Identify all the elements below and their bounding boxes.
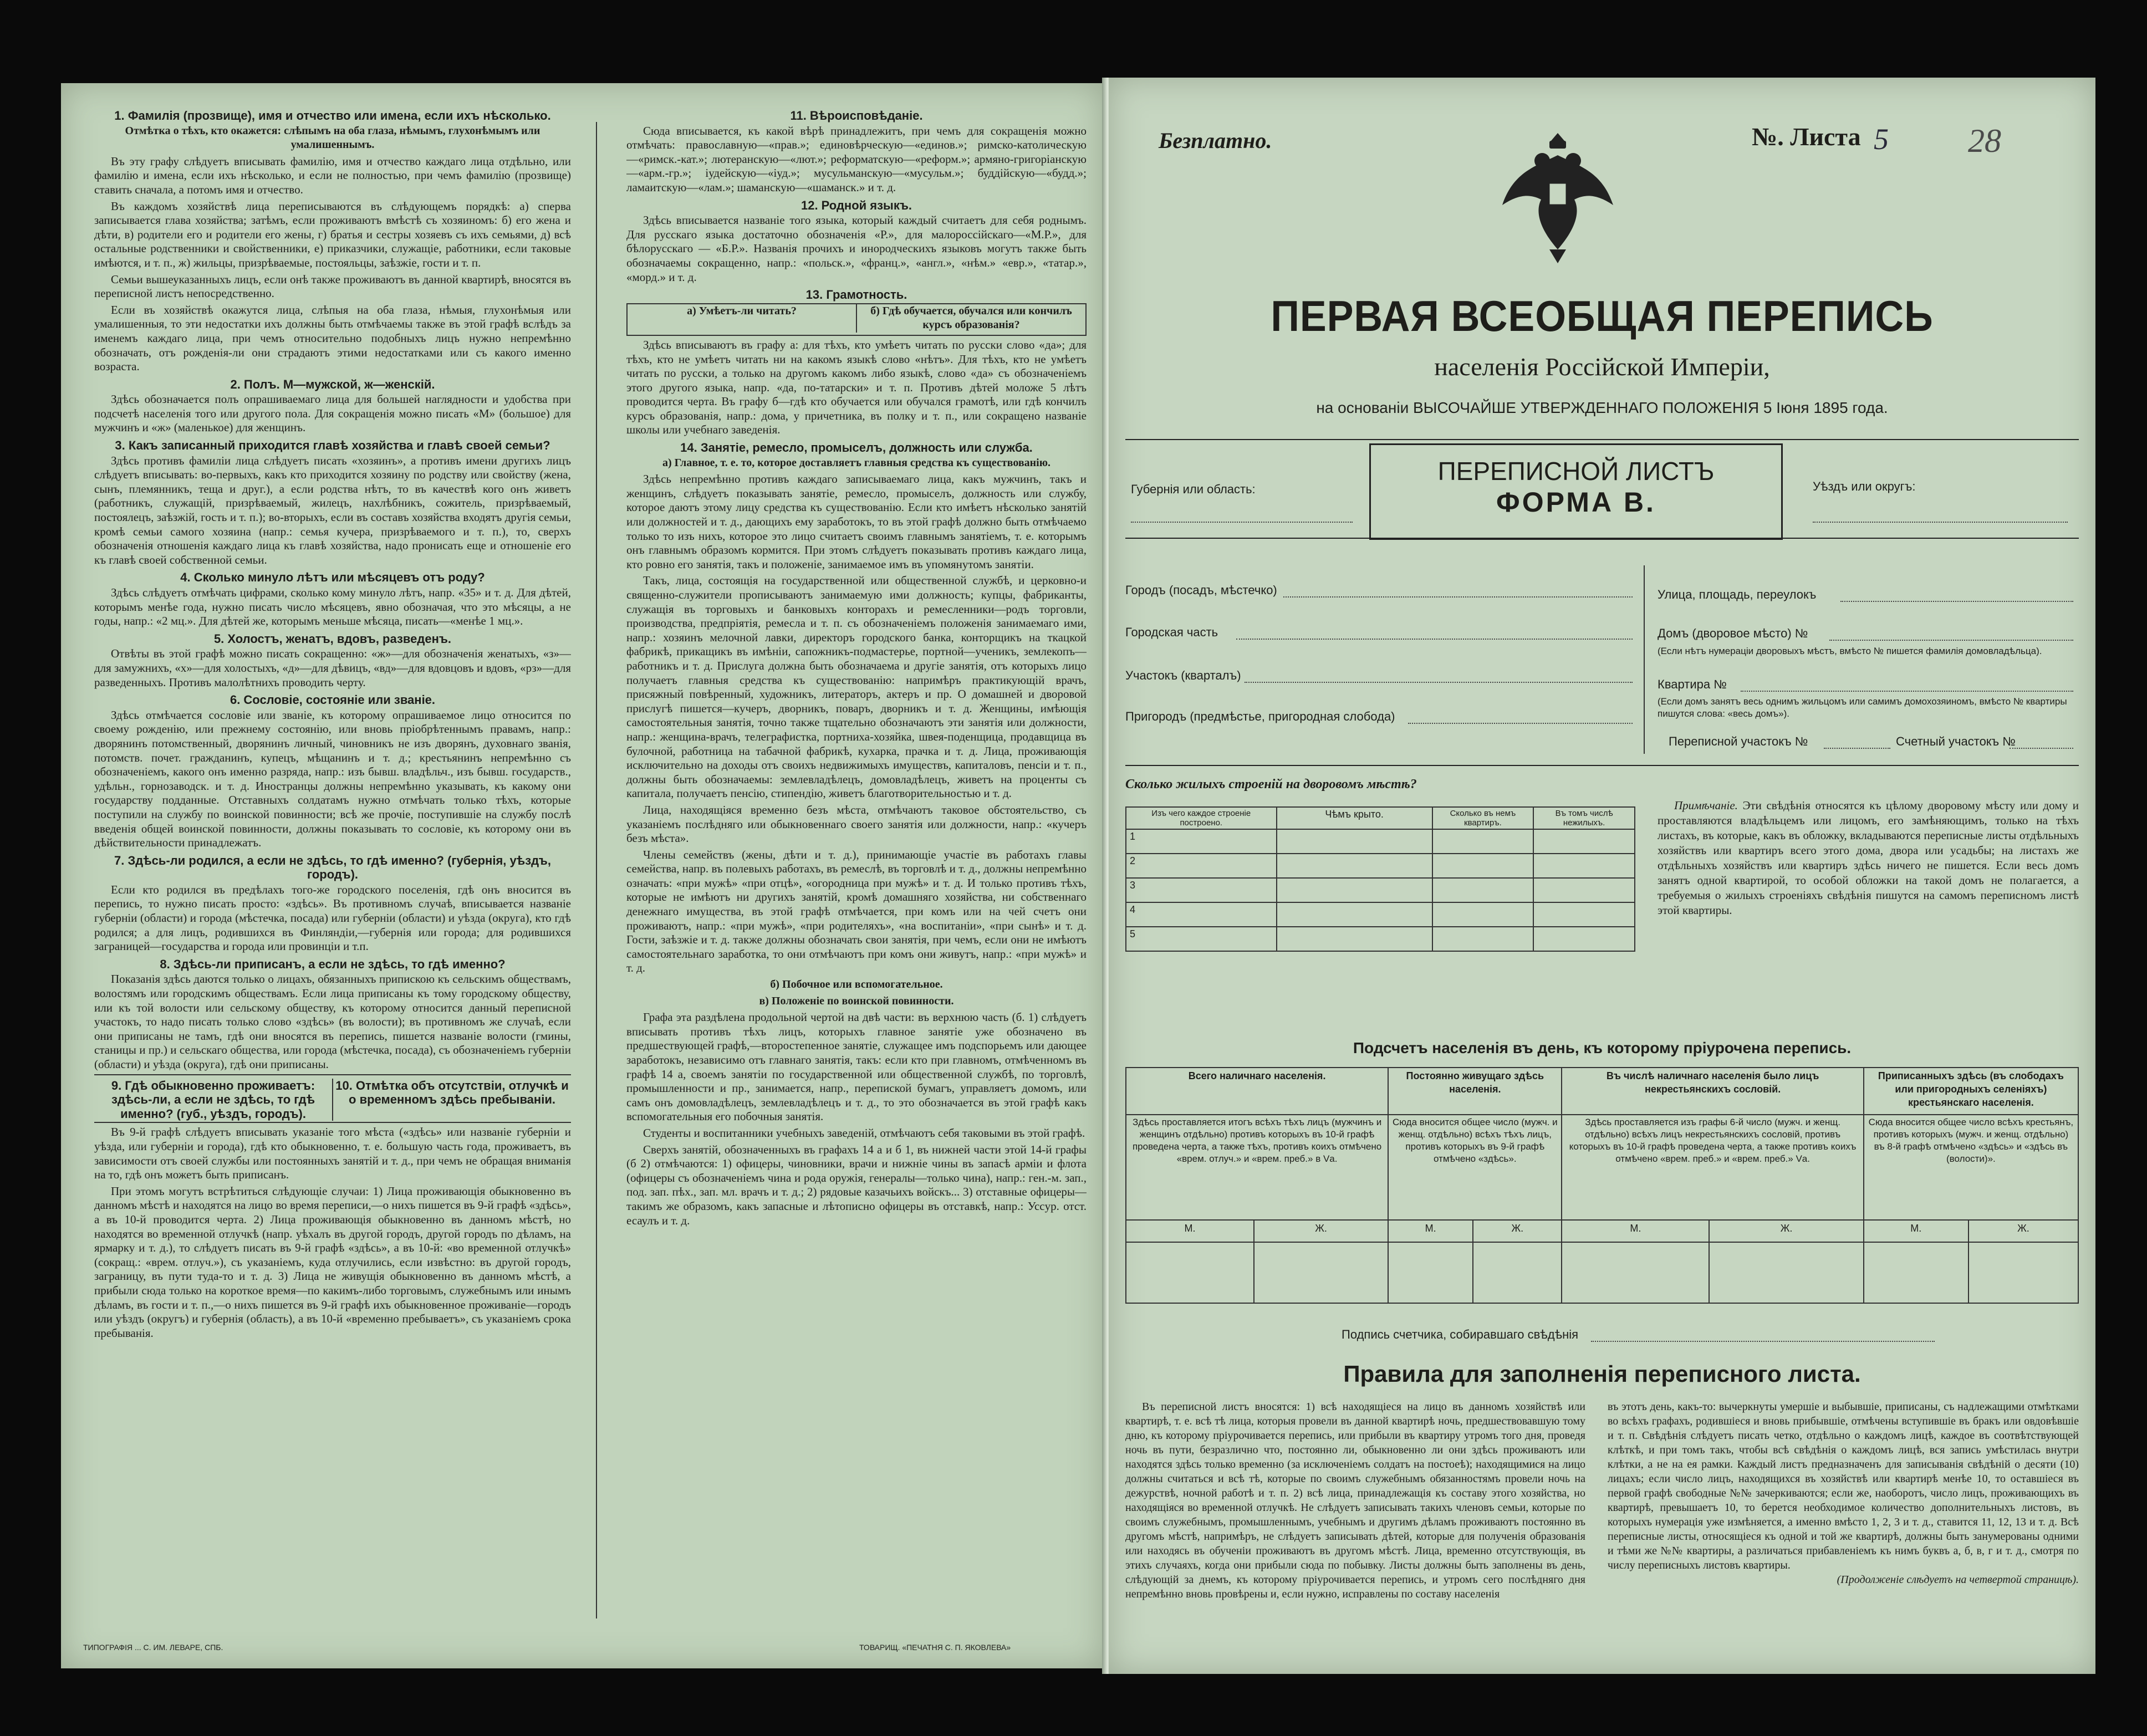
table-cell[interactable] [1533, 902, 1635, 927]
census-district-label: Переписной участокъ № [1669, 734, 1808, 748]
printer-imprint-right: ТОВАРИЩ. «ПЕЧАТНЯ С. П. ЯКОВЛЕВА» [859, 1643, 1011, 1652]
instruction-subheading: б) Побочное или вспомогательное. [770, 978, 943, 991]
instruction-paragraph: Здѣсь вписывается названіе того языка, который каждый считаетъ для себя роднымъ. Для русскаго языка достаточно обозначенія «Р.», для малороссійскаго—«М.Р.», для бѣлорусскаго — «Б.Р.». Названія прочихъ и инородческихъ языковъ могутъ также быть обозначаемы сокращенно, напр.: «польск.», «франц.», «англ.», «нѣм.» «евр.», «татар.», «морд.» и т. д. [626, 213, 1087, 284]
uezd-label: Уѣздъ или округъ: [1813, 479, 1916, 493]
instruction-paragraph: Если кто родился въ предѣлахъ того-же городского поселенія, гдѣ онъ вносится въ перепись, то нужно писать просто: «здѣсь». Въ противномъ случаѣ, вписывается названіе губерніи (области) и города (мѣстечка, посада) или губерніи (области) и уѣзда (округа), кто гдѣ родился; а для лицъ, родившихся въ Финляндіи,—губернія или города; для родившихся заграницей—государства и города или провинціи и т.п. [94, 882, 571, 953]
buildings-note [1658, 798, 2079, 918]
instruction-paragraph: Въ эту графу слѣдуетъ вписывать фамилію, имя и отчество каждаго лица отдѣльно, или фамилію и имена, если ихъ нѣсколько, и если не полностью, при чемъ фамилію (прозвище) ставить сначала, а потомъ имя и отчество. [94, 154, 571, 196]
col-material: Изъ чего каждое строеніе построено. [1126, 807, 1277, 829]
instruction-paragraph: Здѣсь вписываютъ въ графу а: для тѣхъ, кто умѣетъ читать по русски слово «да»; для тѣхъ, кто не умѣетъ читать ни на какомъ языкѣ слово «нѣтъ». Для тѣхъ, кто не умѣетъ читать по русски, а только на другомъ какомъ либо языкѣ, слово «да» съ обозначеніемъ этого другого языка, напр. «да, по-татарски» и т. п. Противъ дѣтей моложе 5 лѣтъ проводится черта. Въ графу б—гдѣ кто обучается или обучался грамотѣ, или гдѣ кончилъ курсъ образованія, напр.: дома, у причетника, въ полку и т. п., или сокращено названіе школы или учебнаго заведенія. [626, 338, 1087, 437]
instruction-paragraph: Здѣсь обозначается полъ опрашиваемаго лица для большей наглядности и удобства при подсчетѣ населенія того или другого пола. Для сокращенія можно писать «М» (большое) для мужчинъ и «ж» (маленькое) для женщинъ. [94, 392, 571, 435]
instructions-column-2 [626, 105, 1087, 1624]
population-count-table [1125, 1067, 2079, 1304]
count-district-field[interactable] [2010, 747, 2073, 749]
population-column-heading: Въ числѣ наличнаго населенія было лицъ некрестьянскихъ сословій. [1562, 1068, 1863, 1115]
instruction-subheading: Отмѣтка о тѣхъ, кто окажется: слѣпымъ на оба глаза, нѣмымъ, глухонѣмымъ или умалишеннымъ. [125, 124, 540, 151]
imperial-eagle-icon [1497, 122, 1619, 266]
apartment-field[interactable] [1741, 690, 2073, 692]
instruction-heading: 13. Грамотность. [805, 288, 907, 302]
population-column-instructions: Сюда вносится общее число (мужч. и женщ. отдѣльно) всѣхъ тѣхъ лицъ, противъ которыхъ въ 9-й графѣ отмѣчено «здѣсь». [1388, 1115, 1562, 1220]
apartment-label: Квартира № [1658, 677, 1727, 691]
instruction-paragraph: Если въ хозяйствѣ окажутся лица, слѣпыя на оба глаза, нѣмыя, глухонѣмыя или умалишенныя, то эти недостатки ихъ должны быть отмѣчаемы также въ этой графѣ вслѣдъ за именемъ каждаго лица, при чемъ относительно подобныхъ лицъ нужно непремѣнно обозначать, отъ рожденія-ли они страдаютъ этими недостатками или съ какого именно возраста. [94, 303, 571, 374]
instruction-paragraph: Сверхъ занятій, обозначенныхъ въ графахъ 14 а и б 1, въ нижней части этой 14-й графы (б 2) отмѣчаются: 1) офицеры, чиновники, врачи и нижніе чины въ запасѣ арміи и флота (офицеры съ обозначеніемъ чина и рода оружія, генералы—только чина), напр.: ген.-м. зап., под. зап. пѣх., зап. мл. врачъ и т. д.; 2) рядовые казачьихъ войскъ... 3) отставные офицеры—такимъ же образомъ, какъ запасные и лѣтописно офицеры въ отставкѣ, напр.: Усcур. отст. есаулъ и т. д. [626, 1142, 1087, 1227]
quarter-field[interactable] [1245, 681, 1633, 683]
continued-note: (Продолженіе слѣдуетъ на четвертой страницѣ). [1837, 1574, 2079, 1586]
street-label: Улица, площадь, переулокъ [1658, 588, 1817, 601]
instruction-paragraph: Здѣсь слѣдуетъ отмѣчать цифрами, сколько кому минуло лѣтъ, напр. «35» и т. д. Для дѣтей, которымъ менѣе года, нужно писать число мѣсяцевъ, явно обозначая, что это мѣсяцы, а не годы, напр.: «2 мц.». Для дѣтей же, которымъ меньше мѣсяца, писать—«менѣе 1 мц.». [94, 586, 571, 628]
male-column-label: М. [1864, 1220, 1968, 1242]
table-cell[interactable] [1533, 878, 1635, 902]
male-count-cell[interactable] [1126, 1242, 1254, 1303]
city-label: Городъ (посадъ, мѣстечко) [1125, 583, 1277, 597]
instruction-paragraph: Студенты и воспитанники учебныхъ заведеній, отмѣчаютъ себя таковыми въ этой графѣ. [643, 1126, 1085, 1140]
buildings-title: Сколько жилыхъ строеній на дворовомъ мѣстѣ? [1125, 777, 1417, 792]
population-column-heading: Всего наличнаго населенія. [1126, 1068, 1388, 1115]
instruction-paragraph: Семьи вышеуказанныхъ лицъ, если онѣ также проживаютъ въ данной квартирѣ, вносятся въ переписной листъ непосредственно. [94, 272, 571, 300]
female-count-cell[interactable] [1968, 1242, 2078, 1303]
instruction-double-heading [94, 1074, 571, 1124]
table-cell[interactable] [1432, 854, 1534, 878]
street-field[interactable] [1840, 600, 2073, 602]
rules-title: Правила для заполненія переписного листа. [1343, 1361, 1861, 1387]
enumerator-signature-field[interactable] [1591, 1340, 1935, 1342]
form-b-label: ФОРМА В. [1496, 487, 1656, 518]
header-rule [1125, 439, 2079, 440]
province-label: Губернія или область: [1131, 482, 1256, 496]
female-column-label: Ж. [1473, 1220, 1562, 1242]
male-column-label: М. [1126, 1220, 1254, 1242]
count-district-label: Счетный участокъ № [1896, 734, 2016, 748]
table-cell[interactable] [1277, 829, 1432, 854]
instructions-column-1 [94, 105, 571, 1624]
population-column-instructions: Здѣсь проставляется изъ графы 6-й число (мужч. и женщ. отдѣльно) всѣхъ лицъ некрестьянскихъ сословій, противъ которыхъ въ 10-й графѣ проведена черта, а также противъ коихъ отмѣчено «врем. преб.» и «врем. преб.» Vа. [1562, 1115, 1863, 1220]
instruction-subheading: в) Положеніе по воинской повинности. [759, 994, 954, 1007]
address-divider [1644, 565, 1645, 754]
row-num: 2 [1126, 854, 1277, 878]
printer-imprint-left: ТИПОГРАФІЯ ... С. ИМ. ЛЕВАРЕ, СПБ. [83, 1643, 223, 1652]
enumerator-signature-label: Подпись счетчика, собиравшаго свѣдѣнія [1342, 1327, 1579, 1341]
instruction-heading: 9. Гдѣ обыкновенно проживаетъ: здѣсь-ли, а если не здѣсь, то гдѣ именно? (губ., уѣздъ, городъ). [94, 1079, 333, 1121]
instruction-paragraph: Здѣсь непремѣнно противъ каждаго записываемаго лица, какъ мужчинъ, такъ и женщинъ, слѣдуетъ показывать занятіе, ремесло, промыселъ, должность или службу, которое даютъ этому лицу средства къ существованію. Если кто имѣетъ нѣсколько занятій или должностей и т. д., дающихъ ему заработокъ, то въ этой графѣ должно быть отмѣчаемо только то изъ нихъ, которое это лицо считаетъ своимъ главнымъ занятіемъ, т. е. которымъ онъ главнымъ образомъ кормится. При этомъ слѣдуетъ показывать противъ каждаго лица, кто ровно его занятія, такъ и положеніе, занимаемое имъ въ упомянутомъ занятіи. [626, 472, 1087, 571]
house-label: Домъ (дворовое мѣсто) № [1658, 626, 1808, 640]
free-label: Безплатно. [1159, 128, 1272, 153]
table-cell[interactable] [1277, 878, 1432, 902]
uezd-field[interactable] [1813, 521, 2068, 523]
instruction-heading: 4. Сколько минуло лѣтъ или мѣсяцевъ отъ роду? [180, 570, 485, 585]
suburb-label: Пригородъ (предмѣстье, пригородная слобода) [1125, 709, 1395, 723]
population-column-instructions: Сюда вносится общее число всѣхъ крестьянъ, противъ которыхъ (мужч. и женщ. отдѣльно) въ 8-й графѣ отмѣчено «здѣсь» и «здѣсь въ (волости)». [1864, 1115, 2078, 1220]
male-count-cell[interactable] [1864, 1242, 1968, 1303]
male-count-cell[interactable] [1388, 1242, 1473, 1303]
archive-pencil-number: 28 [1968, 122, 2001, 159]
instruction-paragraph: Такъ, лица, состоящія на государственной или общественной службѣ, и церковно-и священно-служители прописываютъ занимаемую ими должность; купцы, фабриканты, служащія въ торговыхъ и банковыхъ конторахъ и ремесленники—родъ торговли, производства, предпріятія, ремесла и т. п. съ обозначеніемъ положенія занимаемаго ими, напр.: хозяинъ мелочной лавки, директоръ городского банка, конторщикъ на ткацкой фабрикѣ, прикащикъ въ имѣніи, сапожникъ-подмастерье, портной—ученикъ, землекопъ—работникъ и т. д. Прислуга должна быть обозначаема и другіе занятія, отъ которыхъ лицо получаетъ главныя средства къ существованію: напримѣръ практикующій врачъ, присяжный повѣренный, художникъ, литераторъ, актеръ и пр. О домашней и дворовой прислугѣ пишется—кучеръ, дворникъ, поваръ, дворникъ и т. д. Женщины, имѣющія самостоятельныя занятія, точно также тщательно обозначаютъ эти занятія или должности, напр.: женщина-врачъ, телеграфистка, портниха-хозяйка, швея-поденщица, продавщица въ булочной, работница на табачной фабрикѣ, кухарка, прачка и т. д. Лица, проживающія исключительно на доходы отъ своихъ недвижимыхъ имуществъ, капиталовъ, пенсіи и т. п., должны быть обозначаемы: землевладѣлецъ, домовладѣлецъ, живетъ на проценты съ капитала, получаетъ пенсію, стипендію, живетъ благотворительностью и т. д. [626, 574, 1087, 800]
instruction-heading: 8. Здѣсь-ли приписанъ, а если не здѣсь, то гдѣ именно? [160, 957, 506, 971]
table-cell[interactable] [1277, 854, 1432, 878]
suburb-field[interactable] [1408, 722, 1633, 724]
city-field[interactable] [1283, 596, 1633, 598]
male-column-label: М. [1388, 1220, 1473, 1242]
col-apartments: Сколько въ немъ квартиръ. [1432, 807, 1534, 829]
row-num: 5 [1126, 927, 1277, 951]
note-text: Эти свѣдѣнія относятся къ цѣлому дворовому мѣсту или дому и проставляются владѣльцемъ или лицомъ, его замѣняющимъ, только на тѣхъ листахъ, въ которые, какъ въ обложку, вкладываются переписные листы отдѣльныхъ хозяйствъ или квартиръ всего этого дома, двора или усадьбы; на листахъ же отдѣльныхъ хозяйствъ или квартиръ здѣсь ничего не пишется. Если весь домъ занятъ одной квартирой, то особой обложки на такой домъ не полагается, а требуемыя о жилыхъ строеніяхъ свѣдѣнія пишутся на самомъ переписномъ листѣ этой квартиры. [1658, 799, 2079, 917]
quarter-label: Участокъ (кварталъ) [1125, 668, 1241, 682]
row-num: 1 [1126, 829, 1277, 854]
population-count-title: Подсчетъ населенія въ день, къ которому пріурочена перепись. [1353, 1039, 1852, 1056]
instruction-paragraph: Сюда вписывается, къ какой вѣрѣ принадлежитъ, при чемъ для сокращенія можно отмѣчать: православную—«прав.»; единовѣрческую—«единов.»; римско-католическую—«римск.-кат.»; лютеранскую—«лют.»; реформатскую—«реформ.»; армяно-григоріанскую—«арм.-гр.»; іудейскую—«іуд.»; мусульманскую—«мусульм.»; буддійскую—«будд.»; ламаитскую—«лам.»; шаманскую—«шаманск.» и т. д. [626, 124, 1087, 194]
table-cell[interactable] [1432, 927, 1534, 951]
table-cell[interactable] [1432, 829, 1534, 854]
apartment-note: (Если домъ занятъ весь однимъ жильцомъ или самимъ домохозяиномъ, вмѣсто № квартиры пишутся слова: «весь домъ»). [1658, 696, 2067, 719]
instruction-paragraph: При этомъ могутъ встрѣтиться слѣдующіе случаи: 1) Лица проживающія обыкновенно въ данномъ мѣстѣ и находятся на лицо во время переписи,—о нихъ пишется въ 9-й графѣ «здѣсь», а въ 10-й проводится черта. 2) Лица проживающія обыкновенно въ данномъ мѣстѣ, но находятся во временной отлучкѣ (напр. уѣхалъ въ другой городъ, другой городъ по дѣламъ, на ярмарку и т. д.), то слѣдуетъ писать въ 9-й графѣ «здѣсь», а въ 10-й: «во временной отлучкѣ» (сокращ.: «врем. отлуч.»), съ указаніемъ, куда отлучились, если извѣстно: въ другой городъ, заграницу, въ пути туда-то и т. д. 3) Лица не живущія обыкновенно въ данномъ мѣстѣ, а прибыли сюда только на короткое время—по какимъ-либо торговымъ, служебнымъ или инымъ дѣламъ, въ гости и т. п.,—о нихъ пишется въ 9-й графѣ ихъ обыкновенное проживаніе—городъ или уѣздъ (округъ) и губернія (область), а въ 10-й «временно пребываетъ», съ указаніемъ срока пребыванія. [94, 1184, 571, 1340]
decree-line: на основаніи ВЫСОЧАЙШЕ УТВЕРЖДЕННАГО ПОЛОЖЕНІЯ 5 Іюня 1895 года. [1316, 399, 1888, 416]
column-divider [596, 122, 597, 1618]
form-title-box [1369, 443, 1783, 540]
address-rule [1125, 765, 2079, 766]
literacy-subheadings [626, 303, 1087, 336]
instruction-heading: 6. Сословіе, состояніе или званіе. [230, 693, 436, 707]
male-column-label: М. [1562, 1220, 1709, 1242]
sheet-number-value[interactable]: 5 [1874, 122, 1889, 156]
census-title: ПЕРВАЯ ВСЕОБЩАЯ ПЕРЕПИСЬ [1271, 292, 1934, 340]
rules-column-1: Въ переписной листъ вносятся: 1) всѣ находящіеся на лицо въ данномъ хозяйствѣ или квартирѣ, т. е. всѣ тѣ лица, которыя провели въ данной квартирѣ ночь, предшествовавшую тому дню, къ которому пріурочивается перепись, или прибыли въ квартиру утромъ того дня, проведя ночь въ пути, безразлично что, постоянно ли, обыкновенно ли они здѣсь проживаютъ или находятся здѣсь только временно (за исключеніемъ солдатъ на постоеѣ); находящимися на лицо должны считаться и всѣ тѣ, которые по своимъ служебнымъ обязанностямъ провели ночь на дежурствѣ, ночной работѣ и т. п. 2) всѣ лица, принадлежащія къ составу этого хозяйства, но находящіяся во временной отлучкѣ. Не слѣдуетъ записывать такихъ членовъ семьи, которые по своимъ служебнымъ, промышленнымъ, учебнымъ и другимъ дѣламъ проживаютъ постоянно въ другомъ мѣстѣ, напримѣръ, не слѣдуетъ записывать дѣтей, которые для полученія образованія или находясь въ обученіи проживаютъ въ другомъ мѣстѣ. Лица, временно отсутствующія, въ этихъ случаяхъ, когда они прибыли сюда по побывку. Листы должны быть заполнены въ день, слѣдующій за днемъ, къ которому пріурочивается перепись, и утромъ сего послѣдняго дня непремѣнно вновь провѣрены и, если нужно, исправлены по составу населенія [1125, 1401, 1585, 1600]
instruction-paragraph: Члены семействъ (жены, дѣти и т. д.), принимающіе участіе въ работахъ главы семейства, напр. въ полевыхъ работахъ, въ ремеслѣ, въ торговлѣ и т. д., должны непремѣнно означать: «при мужѣ» «при отцѣ», «огородница при мужѣ» и т. д. И только противъ тѣхъ, которые не имѣютъ ни другихъ занятій, кромѣ домашняго хозяйства, ни собственнаго денежнаго имущества, въ этой графѣ отмѣчается, при комъ или на чей счетъ они проживаютъ, напр.: «при мужѣ», «при родителяхъ», «на воспитаніи», «при сынѣ» и т. д. Гости, заѣзжіе и т. д. также должны обозначать свои занятія, при чемъ, если они не имѣютъ самостоятельнаго заработка, то они отмѣчаютъ при комъ они живутъ, напр.: «при мужѣ» и т. д. [626, 847, 1087, 975]
row-num: 4 [1126, 902, 1277, 927]
table-cell[interactable] [1533, 927, 1635, 951]
buildings-table [1125, 806, 1635, 952]
table-cell[interactable] [1432, 878, 1534, 902]
province-field[interactable] [1131, 521, 1353, 523]
female-column-label: Ж. [1254, 1220, 1388, 1242]
instruction-paragraph: Здѣсь противъ фамиліи лица слѣдуетъ писать «хозяинъ», а противъ имени другихъ лицъ слѣдуетъ вписывать: во-первыхъ, какъ кто приходится хозяину по родству или свойству (жена, сынъ, племянникъ, теща и друг.), а если родства нѣтъ, то въ качествѣ кого онъ живетъ (работникъ, служащій, призрѣваемый, жилецъ, нахлѣбникъ, сожитель, призрѣваемый, постоялецъ, заѣзжій, гость и т. п.); во-вторыхъ, если въ составъ хозяйства входятъ другія семьи, кромѣ семьи самого хозяина (напр.: семья кучера, призрѣваемого и т. п.), то, сверхъ обозначенія отношенія каждаго лица къ главѣ хозяйства, надо пронисать еще и отношеніе его къ главѣ своей собственной семьи. [94, 453, 571, 566]
row-num: 3 [1126, 878, 1277, 902]
city-part-field[interactable] [1236, 638, 1633, 640]
city-part-label: Городская часть [1125, 625, 1218, 639]
form-title: ПЕРЕПИСНОЙ ЛИСТЪ [1437, 457, 1715, 486]
table-cell[interactable] [1533, 854, 1635, 878]
census-district-field[interactable] [1824, 747, 1890, 749]
table-cell[interactable] [1533, 829, 1635, 854]
female-count-cell[interactable] [1709, 1242, 1864, 1303]
right-page-census-form [1109, 78, 2095, 1674]
table-cell[interactable] [1277, 902, 1432, 927]
header-rule-bottom [1125, 538, 2079, 539]
table-cell[interactable] [1277, 927, 1432, 951]
instruction-heading: 12. Родной языкъ. [800, 198, 912, 212]
rules-column-2 [1608, 1400, 2079, 1587]
instruction-heading: 11. Вѣроисповѣданіе. [790, 109, 923, 122]
col-nonresidential: Въ томъ числѣ нежилыхъ. [1533, 807, 1635, 829]
rules-column-2-text: въ этотъ день, какъ-то: вычеркнуты умершіе и выбывшіе, приписаны, съ надлежащими отмѣтками во всѣхъ графахъ, родившіеся и вновь прибывшіе, отмѣчены вступившіе въ бракъ или овдовѣвшіе и т. п. Свѣдѣнія слѣдуетъ писать четко, отдѣльно о каждомъ лицѣ, каждое въ соотвѣтствующей клѣткѣ, и при томъ такъ, чтобы всѣ свѣдѣнія о каждомъ лицѣ, вся запись умѣстилась внутри клѣтки, а не на ея рамки. Каждый листъ предназначенъ для записыванія свѣдѣній о десяти (10) лицахъ; если число лицъ, находящихся въ хозяйствѣ или квартирѣ менѣе 10, то оставшіеся въ первой графѣ свободные №№ зачеркиваются; если же, наоборотъ, число лицъ, проживающихъ въ квартирѣ, превышаетъ 10, то берется необходимое количество дополнительныхъ листовъ, въ которыхъ нумерація уже измѣняется, а именно вмѣсто 1, 2, 3 и т. д., ставится 11, 12, 13 и т. д. Всѣ переписные листы, относящіеся къ одной и той же квартирѣ, должны быть занумерованы одними и тѣми же №№ квартиры, а различаться прибавленіемъ къ нимъ буквъ а, б, в, г и т. д., смотря по числу переписныхъ листовъ квартиры. [1608, 1401, 2079, 1571]
male-count-cell[interactable] [1562, 1242, 1709, 1303]
instruction-paragraph: Графа эта раздѣлена продольной чертой на двѣ части: въ верхнюю часть (б. 1) слѣдуетъ вписывать противъ тѣхъ лицъ, которыхъ главное занятіе уже обозначено въ предшествующей графѣ,—второстепенное занятіе, служащее имъ подспорьемъ или дающее заработокъ, независимо отъ главнаго занятія, такъ: если кто при главномъ, отмѣченномъ въ графѣ 14 а, своемъ занятіи по государственной или общественной службѣ, по торговлѣ, промышленности и пр., занимается, напр., перепиской бумагъ, управляетъ домомъ, или самъ онъ домовладѣлецъ, землевладѣлецъ и т. д., то это обозначается въ этой графѣ какъ вспомогательныя его побочныя занятія. [626, 1010, 1087, 1124]
instruction-paragraph: Показанія здѣсь даются только о лицахъ, обязанныхъ припискою къ сельскимъ обществамъ, волостямъ или городскимъ обществамъ. Если лица приписаны къ тому городскому обществу, или къ той волости или сельскому обществу, къ которому относится данный переписной участокъ, то надо писать только слово «здѣсь» (въ волости); въ противномъ же случаѣ, если они приписаны не тамъ, гдѣ они вносятся въ перепись, пишется названіе волости (гмины, станицы и пр.) и сельскаго общества, или города (мѣстечка, посада), съ обозначеніемъ губерніи (области) и уѣзда (округа), гдѣ они приписаны. [94, 972, 571, 1071]
left-page-instructions [61, 83, 1103, 1668]
literacy-subheading: б) Гдѣ обучается, обучался или кончилъ курсъ образованія? [870, 304, 1072, 331]
instruction-paragraph: Въ каждомъ хозяйствѣ лица переписываются въ слѣдующемъ порядкѣ: а) сперва записывается глава хозяйства; затѣмъ, если проживаютъ вмѣстѣ съ хозяиномъ: б) его жена и дѣти, в) родители его и родители его жены, г) братья и сестры хозяевъ съ ихъ семьями, д) всѣ остальные родственники и свойственники, е) приказчики, служащіе, работники, если таковые имѣются, и т. п., ж) жильцы, призрѣваемые, постояльцы, заѣзжіе, гости и т. п. [94, 199, 571, 269]
house-field[interactable] [1829, 639, 2073, 641]
female-count-cell[interactable] [1254, 1242, 1388, 1303]
instruction-paragraph: Отвѣты въ этой графѣ можно писать сокращенно: «ж»—для обозначенія женатыхъ, «з»—для замужнихъ, «х»—для холостыхъ, «д»—для дѣвицъ, «вд»—для вдовцовъ и вдовъ, «рз»—для разведенныхъ. Противъ малолѣтнихъ проводить черту. [94, 647, 571, 689]
female-column-label: Ж. [1968, 1220, 2078, 1242]
table-cell[interactable] [1432, 902, 1534, 927]
instruction-heading: 1. Фамилія (прозвище), имя и отчество или имена, если ихъ нѣсколько. [114, 109, 551, 122]
instruction-heading: 14. Занятіе, ремесло, промыселъ, должность или служба. [680, 441, 1033, 455]
note-label: Примѣчаніе. [1674, 799, 1738, 812]
instruction-heading: 5. Холостъ, женатъ, вдовъ, разведенъ. [213, 631, 452, 646]
female-count-cell[interactable] [1473, 1242, 1562, 1303]
instruction-heading: 7. Здѣсь-ли родился, а если не здѣсь, то гдѣ именно? (губернія, уѣздъ, городъ). [114, 853, 551, 882]
instruction-paragraph: Въ 9-й графѣ слѣдуетъ вписывать указаніе того мѣста («здѣсь» или названіе губерніи и уѣзда, или губерніи и города), гдѣ кто обыкновенно, т. е. большую часть года, проживаетъ, въ зависимости отъ своей службы или постоянныхъ занятій и т. д., при чемъ не обращая вниманія на то, гдѣ онъ можетъ быть приписанъ. [94, 1125, 571, 1182]
population-column-heading: Постоянно живущаго здѣсь населенія. [1388, 1068, 1562, 1115]
female-column-label: Ж. [1709, 1220, 1864, 1242]
population-column-heading: Приписанныхъ здѣсь (въ слободахъ или пригородныхъ селеніяхъ) крестьянскаго населенія. [1864, 1068, 2078, 1115]
sheet-number-label: №. Листа [1752, 122, 1861, 151]
col-roof: Чѣмъ крыто. [1277, 807, 1432, 829]
census-subtitle: населенія Россійской Имперіи, [1434, 353, 1770, 381]
house-note: (Если нѣтъ нумераціи дворовыхъ мѣстъ, вмѣсто № пишется фамилія домовладѣльца). [1658, 646, 2042, 656]
population-column-instructions: Здѣсь проставляется итогъ всѣхъ тѣхъ лицъ (мужчинъ и женщинъ отдѣльно) противъ которыхъ въ 10-й графѣ проведена черта, а также тѣхъ, противъ коихъ отмѣчено «врем. отлуч.» и «врем. преб.» в Vа. [1126, 1115, 1388, 1220]
instruction-paragraph: Лица, находящіяся временно безъ мѣста, отмѣчаютъ таковое обстоятельство, съ указаніемъ послѣдняго или обыкновеннаго своего занятія или должности, напр.: «кучеръ безъ мѣста». [626, 803, 1087, 845]
instruction-heading: 2. Полъ. М—мужской, ж—женскій. [230, 377, 435, 391]
literacy-subheading: а) Умѣетъ-ли читать? [628, 304, 857, 333]
instruction-heading: 10. Отмѣтка объ отсутствіи, отлучкѣ и о временномъ здѣсь пребываніи. [335, 1078, 569, 1107]
instruction-paragraph: Здѣсь отмѣчается сословіе или званіе, къ которому опрашиваемое лицо относится по своему рожденію, или прежнему состоянію, или вновь пріобрѣтеннымъ правамъ, напр.: дворянинъ потомственный, дворянинъ личный, чиновникъ не изъ дворянъ, духовнаго званія, потомств. почет. гражданинъ, купецъ, мѣщанинъ и т. д.; крестьянинъ непремѣнно съ обозначеніемъ, какого онъ именно разряда, напр.: изъ бывш. владѣльч., изъ бывш. государств., удѣльн., горнозаводск. и т. д. Иностранцы должны непремѣнно указывать, къ какому они государству подданные. Отставныхъ солдатамъ нужно отмѣчать только тѣхъ, которые поступили на службу по воинской повинности; всѣ же прочіе, поступившіе на службу послѣ введенія общей воинской повинности, должны показывать то сословіе, къ которому они въ дѣйствительности принадлежатъ. [94, 708, 571, 850]
instruction-heading: 3. Какъ записанный приходится главѣ хозяйства и главѣ своей семьи? [115, 438, 550, 453]
instruction-subheading: а) Главное, т. е. то, которое доставляетъ главныя средства къ существованію. [662, 456, 1050, 469]
